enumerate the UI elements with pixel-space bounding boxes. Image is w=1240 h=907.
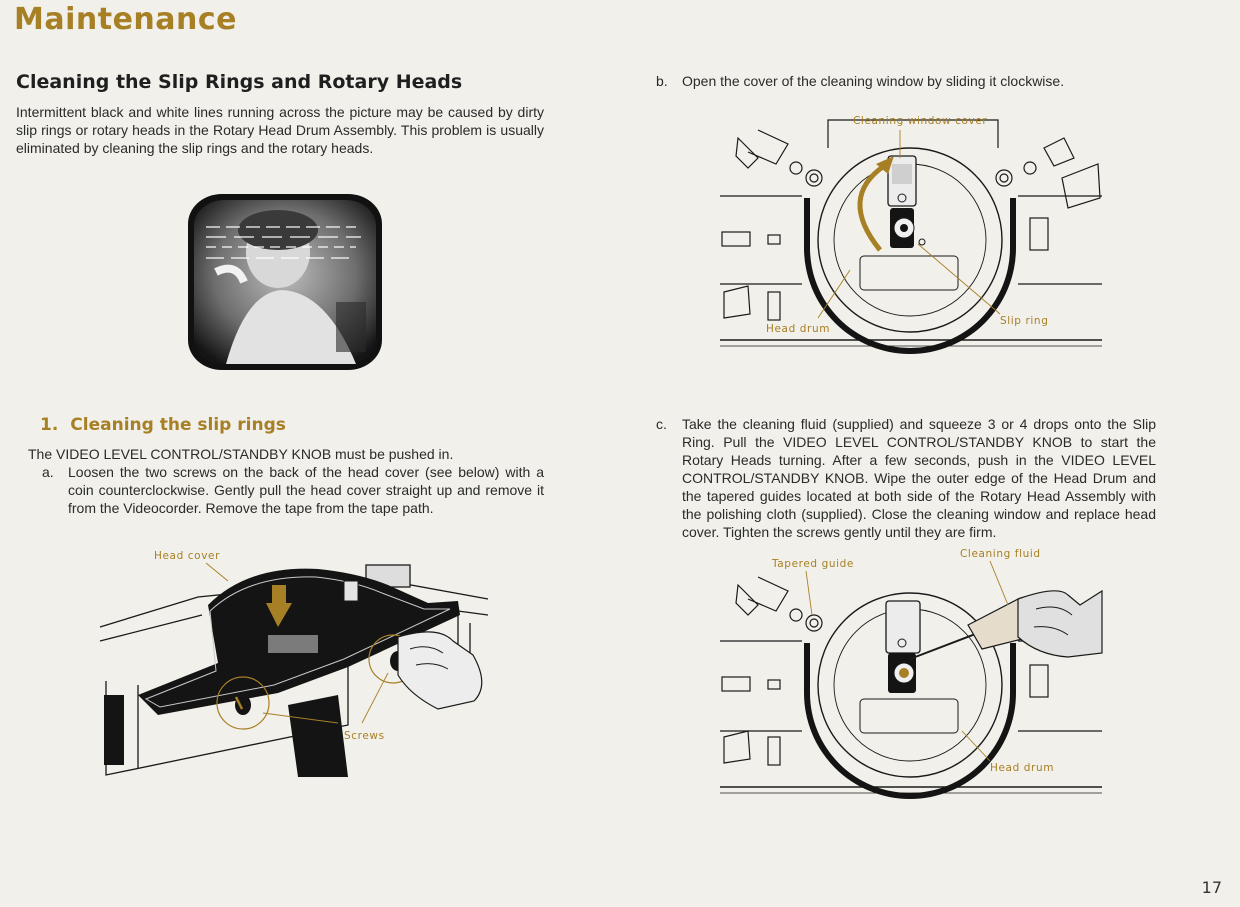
caption-head-drum-b: Head drum (766, 323, 831, 335)
caption-tapered-guide: Tapered guide (772, 558, 854, 570)
step-letter: a. (42, 464, 54, 480)
intro-paragraph: Intermittent black and white lines running across the picture may be caused by dirty slip rings or rotary heads in the Rotary Head Drum Assembly. This problem is usually eliminated by cleaning the slip rings and the rotary heads. (16, 104, 544, 156)
caption-cleaning-fluid: Cleaning fluid (960, 548, 1041, 560)
tv-screen-photo (186, 192, 384, 372)
page-title: Maintenance (14, 2, 238, 37)
cleaning-fluid-figure (718, 545, 1104, 801)
caption-screws: Screws (344, 730, 385, 742)
cleaning-window-figure (718, 108, 1104, 354)
step-a (42, 463, 544, 517)
step-c (656, 415, 1156, 541)
caption-slip-ring: Slip ring (1000, 315, 1049, 327)
knob-note: The VIDEO LEVEL CONTROL/STANDBY KNOB must be pushed in. (28, 446, 454, 462)
step-b (656, 72, 1156, 90)
step-text: Take the cleaning fluid (supplied) and squeeze 3 or 4 drops onto the Slip Ring. Pull the VIDEO LEVEL CONTROL/STANDBY KNOB to start the Rotary Heads turning. After a few seconds, push in the VIDEO LEVEL CONTROL/STANDBY KNOB. Wipe the outer edge of the Head Drum and the tapered guides located at both side of the Rotary Head Assembly with the polishing cloth (supplied). Close the cleaning window and replace head cover. Tighten the screws gently until they are firm. (682, 416, 1156, 540)
subsection-heading (40, 415, 286, 435)
step-text: Open the cover of the cleaning window by sliding it clockwise. (682, 73, 1065, 89)
subsection-number: 1. (40, 415, 59, 435)
page-number: 17 (1201, 878, 1222, 897)
step-letter: c. (656, 416, 667, 432)
caption-cleaning-window-cover: Cleaning window cover (853, 115, 988, 127)
step-letter: b. (656, 73, 668, 89)
section-heading: Cleaning the Slip Rings and Rotary Heads (16, 71, 463, 93)
caption-head-cover: Head cover (154, 550, 220, 562)
subsection-title: Cleaning the slip rings (70, 415, 286, 435)
head-cover-figure (98, 545, 490, 780)
step-text: Loosen the two screws on the back of the head cover (see below) with a coin counterclockwise. Gently pull the head cover straight up and remove it from the Videocorder. Remove the tape from the tape path. (68, 464, 544, 516)
caption-head-drum-c: Head drum (990, 762, 1055, 774)
